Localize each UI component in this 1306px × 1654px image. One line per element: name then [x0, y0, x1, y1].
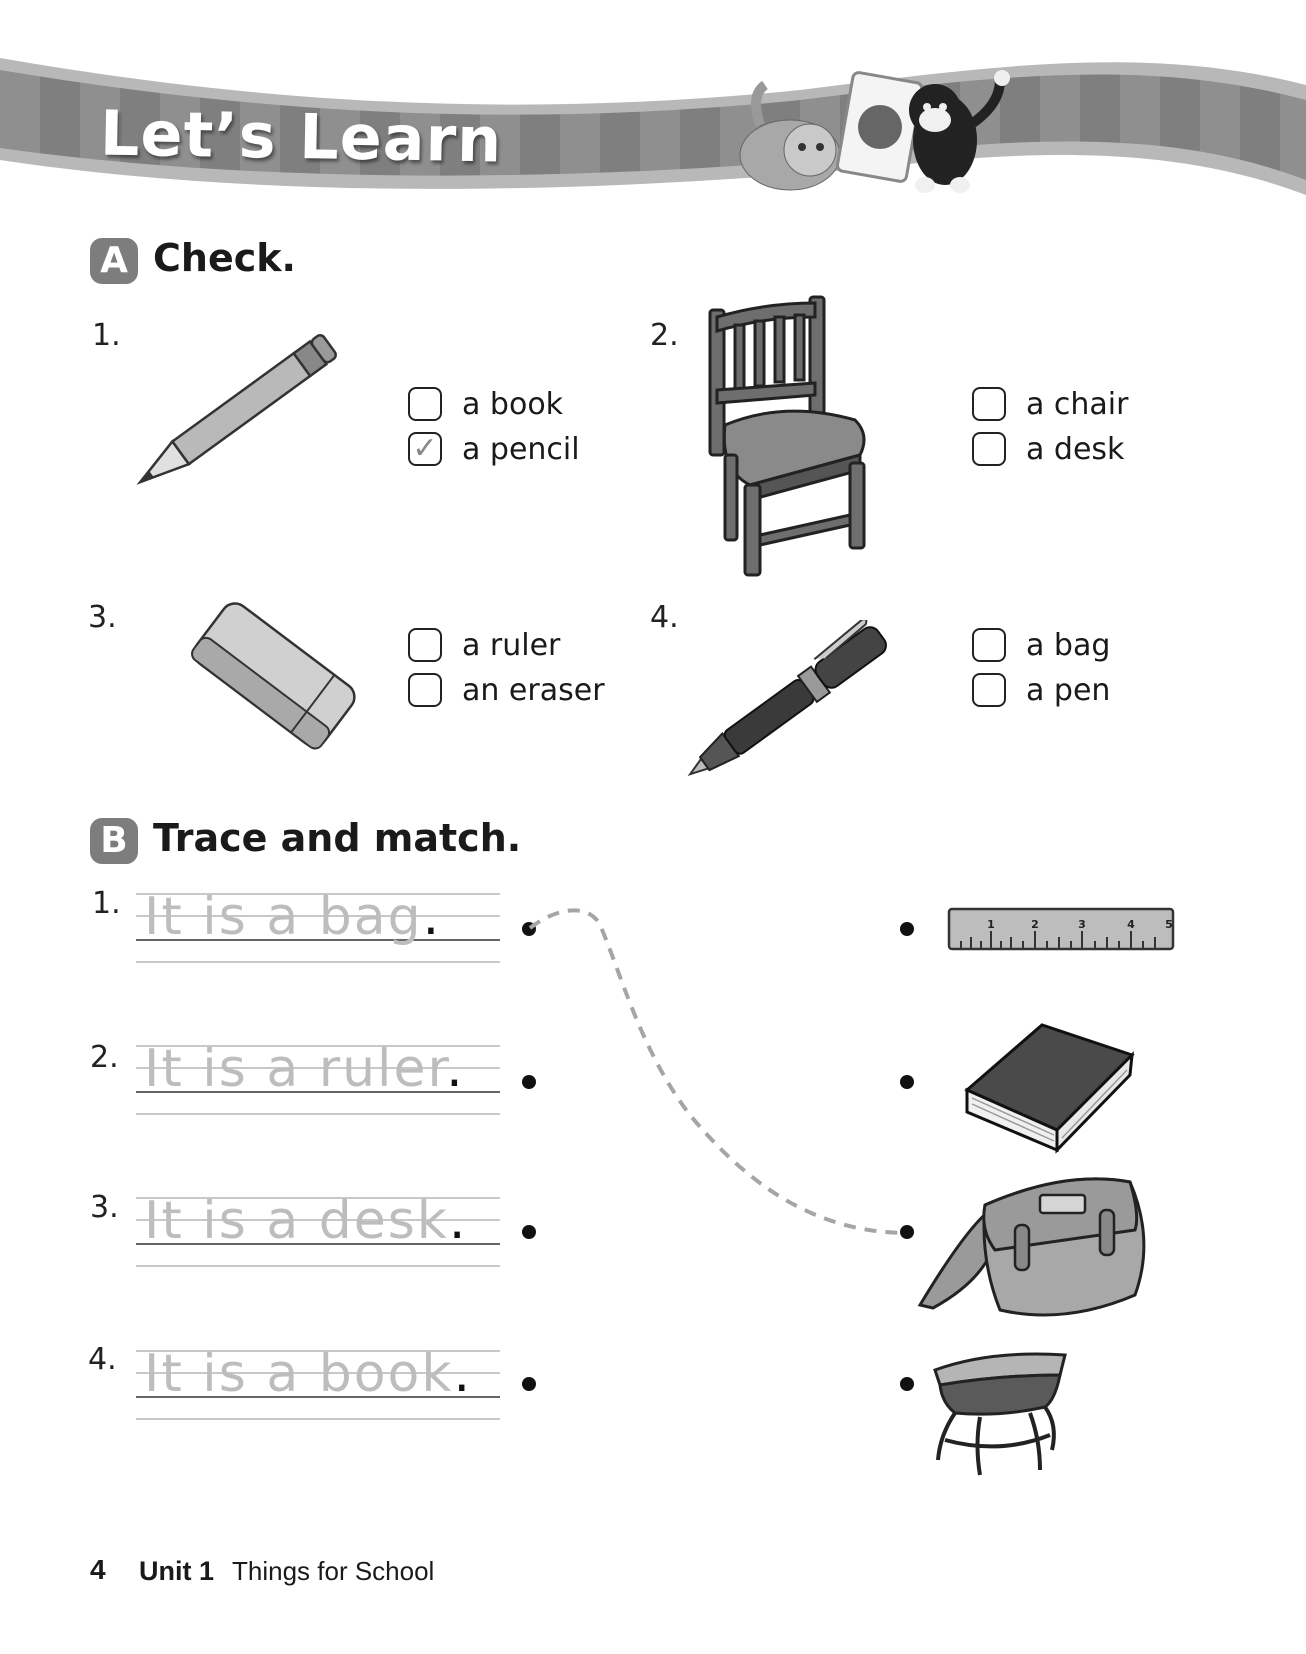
period: . [448, 1191, 468, 1251]
option-a-bag[interactable] [972, 625, 1110, 665]
eraser-image [180, 598, 365, 758]
period: . [422, 887, 442, 947]
checkbox[interactable] [408, 628, 442, 662]
ruler-tick-label: 2 [1031, 918, 1039, 931]
sentence-number: 2. [90, 1040, 119, 1075]
checkbox[interactable] [408, 387, 442, 421]
checkbox[interactable] [972, 628, 1006, 662]
item-number: 2. [650, 318, 679, 353]
option-a-desk[interactable] [972, 429, 1124, 469]
match-dot-left-4[interactable] [522, 1377, 536, 1391]
match-dot-right-4[interactable] [900, 1377, 914, 1391]
unit-title: Things for School [232, 1556, 435, 1586]
trace-sentence: It is a book [144, 1344, 454, 1404]
page-number: 4 [90, 1554, 106, 1585]
desk-image [930, 1345, 1075, 1480]
unit-label: Unit 1 [139, 1556, 215, 1586]
ruler-image [947, 905, 1177, 955]
trace-line-4[interactable] [136, 1344, 500, 1440]
ruler-tick-label: 1 [987, 918, 995, 931]
item-number: 1. [92, 318, 121, 353]
trace-sentence: It is a desk [144, 1191, 449, 1251]
option-a-pencil[interactable] [408, 429, 580, 469]
item-number: 4. [650, 600, 679, 635]
option-label: a pencil [462, 431, 580, 467]
checkbox-checked[interactable] [408, 432, 442, 466]
trace-line-2[interactable] [136, 1039, 500, 1135]
trace-sentence: It is a ruler [144, 1039, 447, 1099]
sentence-number: 1. [92, 886, 121, 921]
banner-title: Let’s Learn [99, 96, 503, 177]
pen-image [668, 620, 900, 792]
section-a-title: Check. [153, 236, 296, 280]
sentence-number: 3. [90, 1190, 119, 1225]
option-label: a pen [1026, 672, 1111, 708]
example-match-line [520, 900, 920, 1245]
option-label: a ruler [462, 627, 561, 663]
option-label: a bag [1026, 627, 1111, 663]
ruler-tick-label: 3 [1078, 918, 1086, 931]
checkmark-icon: ✓ [412, 432, 438, 465]
checkbox[interactable] [972, 387, 1006, 421]
pencil-image [118, 328, 350, 500]
option-label: a desk [1026, 431, 1125, 467]
checkbox[interactable] [972, 432, 1006, 466]
trace-sentence: It is a bag [144, 887, 423, 947]
option-an-eraser[interactable] [408, 670, 605, 710]
item-number: 3. [88, 600, 117, 635]
bag-image [915, 1170, 1155, 1325]
checkbox[interactable] [972, 673, 1006, 707]
ruler-tick-label: 5 [1165, 918, 1173, 931]
option-a-ruler[interactable] [408, 625, 560, 665]
section-a-badge: A [90, 238, 138, 284]
option-a-pen[interactable] [972, 670, 1110, 710]
checkbox[interactable] [408, 673, 442, 707]
trace-line-3[interactable] [136, 1191, 500, 1287]
option-label: an eraser [462, 672, 605, 708]
chair-image [705, 295, 880, 580]
two-cats-with-apple-card-icon [730, 65, 1030, 200]
option-a-book[interactable] [408, 384, 563, 424]
section-b-badge: B [90, 818, 138, 864]
option-a-chair[interactable] [972, 384, 1128, 424]
section-b-title: Trace and match. [153, 816, 522, 860]
period: . [446, 1039, 465, 1099]
period: . [453, 1344, 472, 1404]
book-image [962, 1020, 1137, 1155]
sentence-number: 4. [88, 1342, 117, 1377]
ruler-tick-label: 4 [1127, 918, 1135, 931]
trace-line-1[interactable] [136, 887, 500, 983]
option-label: a book [462, 386, 564, 422]
option-label: a chair [1026, 386, 1129, 422]
